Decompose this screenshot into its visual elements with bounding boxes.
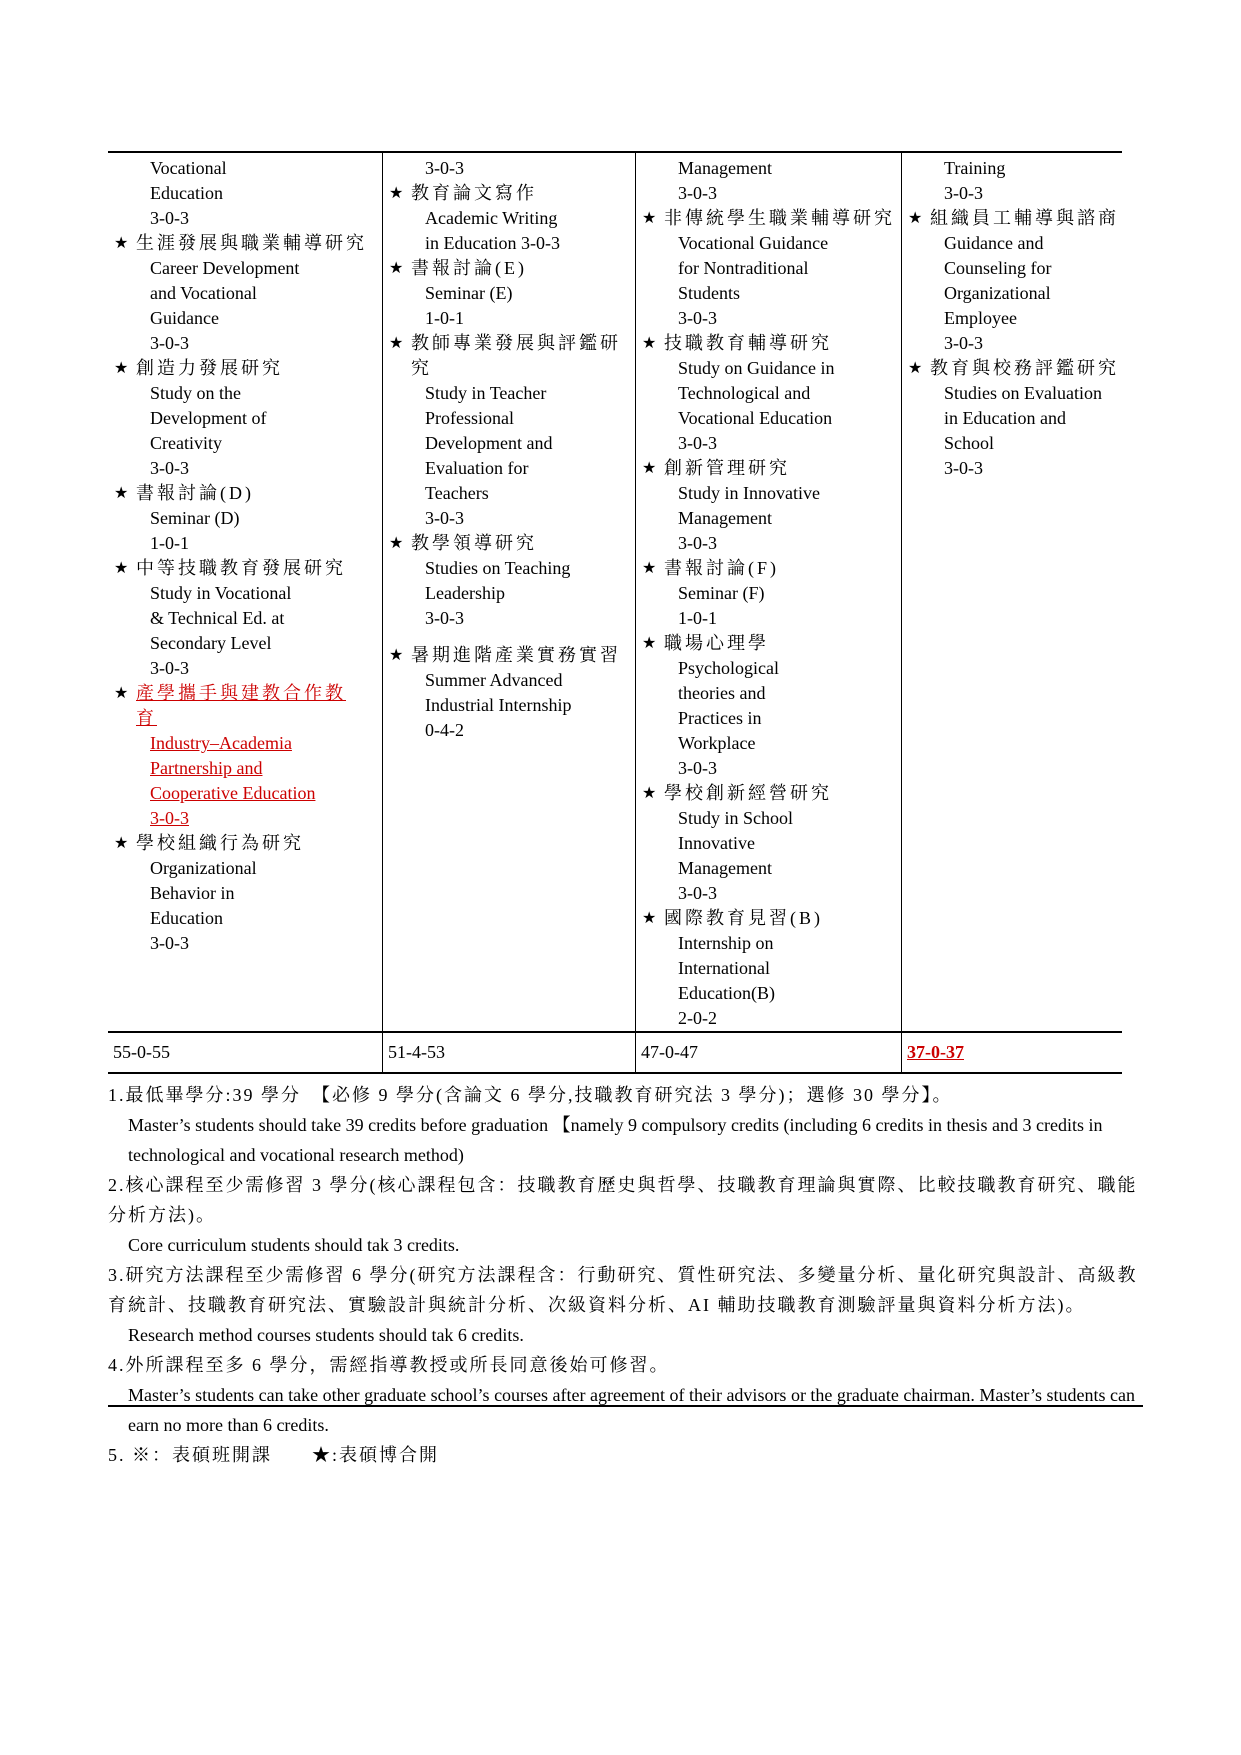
course-line: Leadership [425, 583, 505, 603]
course-title-zh: 教師專業發展與評鑑研究 [411, 333, 621, 378]
footnote-text-zh: 2.核心課程至少需修習 3 學分(核心課程包含：技職教育歷史與哲學、技職教育理論與實際、比較技職教育研究、職能分析方法)。 [108, 1175, 1138, 1225]
course-line: Study on Guidance in [678, 358, 835, 378]
course-line: 3-0-3 [678, 183, 717, 203]
footnote-text-zh: 1.最低畢學分:39 學分 【必修 9 學分(含論文 6 學分,技職教育研究法 3 學分)；選修 30 學分】。 [108, 1085, 953, 1105]
course-title-zh: 中等技職教育發展研究 [136, 558, 346, 578]
course-title-zh: 教育與校務評鑑研究 [930, 358, 1119, 378]
course-line: Cooperative Education [150, 783, 316, 803]
course-line: 1-0-1 [678, 608, 717, 628]
course-line: 3-0-3 [678, 433, 717, 453]
course-line: 3-0-3 [678, 883, 717, 903]
course-line: Vocational Education [678, 408, 833, 428]
course-line: Organizational [150, 858, 257, 878]
star-icon: ★ [642, 460, 657, 477]
course-line: and Vocational [150, 283, 257, 303]
course-line: Partnership and [150, 758, 263, 778]
course-entry [638, 631, 899, 781]
star-icon: ★ [389, 185, 404, 202]
course-line: Study in Teacher [425, 383, 547, 403]
course-line: Development of [150, 408, 267, 428]
course-line: & Technical Ed. at [150, 608, 285, 628]
star-icon: ★ [389, 647, 404, 664]
course-entry [904, 356, 1120, 481]
course-table [108, 151, 1122, 1074]
course-entry [385, 331, 633, 531]
footnote-4 [108, 1350, 1143, 1440]
course-entry [638, 331, 899, 456]
star-icon: ★ [642, 560, 657, 577]
course-line: Academic Writing [425, 208, 558, 228]
star-icon: ★ [908, 210, 923, 227]
course-entry [385, 531, 633, 631]
course-cell-column-1 [108, 153, 383, 1033]
course-title-zh: 國際教育見習(B) [664, 908, 823, 928]
star-icon: ★ [389, 335, 404, 352]
star-icon: ★ [114, 235, 129, 252]
star-icon: ★ [642, 785, 657, 802]
course-line: Evaluation for [425, 458, 529, 478]
course-line: 3-0-3 [678, 758, 717, 778]
course-entry [110, 156, 380, 231]
course-line: 3-0-3 [150, 208, 189, 228]
course-entry [638, 556, 899, 631]
star-icon: ★ [114, 560, 129, 577]
course-title-zh: 教育論文寫作 [411, 183, 537, 203]
star-icon: ★ [114, 485, 129, 502]
star-icon: ★ [642, 335, 657, 352]
course-title-zh: 教學領導研究 [411, 533, 537, 553]
footnote-3 [108, 1260, 1143, 1350]
course-line: 1-0-1 [150, 533, 189, 553]
course-line: Counseling for [944, 258, 1052, 278]
course-line: 3-0-3 [425, 158, 464, 178]
course-line: Education [150, 183, 223, 203]
course-entry [110, 556, 380, 681]
course-line: Behavior in [150, 883, 235, 903]
course-entry [904, 206, 1120, 356]
course-line: 3-0-3 [150, 933, 189, 953]
course-cell-column-4 [902, 153, 1122, 1033]
course-line: Study in School [678, 808, 794, 828]
course-line: 3-0-3 [150, 808, 189, 828]
course-line: Education [150, 908, 223, 928]
course-entry [638, 206, 899, 331]
course-entry [385, 643, 633, 743]
course-line: 3-0-3 [944, 333, 983, 353]
course-entry [385, 181, 633, 256]
course-entry [638, 906, 899, 1031]
course-line: 3-0-3 [678, 533, 717, 553]
course-line: Technological and [678, 383, 811, 403]
course-line: Creativity [150, 433, 222, 453]
course-line: Development and [425, 433, 553, 453]
column-total-cell [108, 1033, 383, 1074]
course-line: Study on the [150, 383, 242, 403]
course-line: International [678, 958, 770, 978]
course-line: Organizational [944, 283, 1051, 303]
course-line: 3-0-3 [150, 333, 189, 353]
course-line: Management [678, 858, 772, 878]
star-icon: ★ [642, 635, 657, 652]
course-title-zh: 技職教育輔導研究 [664, 333, 832, 353]
column-total-cell [383, 1033, 636, 1074]
course-title-zh: 暑期進階產業實務實習 [411, 645, 621, 665]
course-line: Study in Innovative [678, 483, 820, 503]
course-line: Education(B) [678, 983, 775, 1003]
footnote-text-zh: 5. ※：表碩班開課 ★:表碩博合開 [108, 1445, 439, 1465]
course-title-zh: 生涯發展與職業輔導研究 [136, 233, 367, 253]
course-entry [385, 156, 633, 181]
star-icon: ★ [389, 535, 404, 552]
course-line: 3-0-3 [150, 658, 189, 678]
course-title-zh: 學校組織行為研究 [136, 833, 304, 853]
course-line: 1-0-1 [425, 308, 464, 328]
column-total-value: 37-0-37 [907, 1042, 964, 1062]
footnote-5 [108, 1440, 1143, 1470]
course-title-zh: 學校創新經營研究 [664, 783, 832, 803]
course-line: Seminar (F) [678, 583, 765, 603]
course-line: Practices in [678, 708, 762, 728]
course-line: Workplace [678, 733, 756, 753]
course-line: Management [678, 158, 772, 178]
course-title-zh: 職場心理學 [664, 633, 769, 653]
course-line: Summer Advanced [425, 670, 563, 690]
course-line: Studies on Teaching [425, 558, 571, 578]
course-line: Studies on Evaluation [944, 383, 1102, 403]
column-total-value: 47-0-47 [641, 1042, 698, 1062]
footnotes-section [108, 1080, 1143, 1470]
course-title-zh: 非傳統學生職業輔導研究 [664, 208, 895, 228]
footnote-text-en: Master’s students can take other graduate school’s courses after agreement of their advisors or the graduate chairman. Master’s students can earn no more than 6 credits. [128, 1385, 1135, 1435]
course-entry [638, 456, 899, 556]
course-line: Students [678, 283, 741, 303]
footnote-2 [108, 1170, 1143, 1260]
course-entry [110, 356, 380, 481]
course-line: Seminar (E) [425, 283, 513, 303]
course-entry [110, 481, 380, 556]
course-line: 3-0-3 [425, 608, 464, 628]
course-line: Industrial Internship [425, 695, 572, 715]
course-line: for Nontraditional [678, 258, 809, 278]
course-line: in Education 3-0-3 [425, 233, 560, 253]
footnote-text-en: Master’s students should take 39 credits before graduation 【namely 9 compulsory credits (including 6 credits in thesis and 3 credits in technological and vocational research method) [128, 1115, 1103, 1165]
star-icon: ★ [908, 360, 923, 377]
course-title-zh: 書報討論(F) [664, 558, 779, 578]
star-icon: ★ [642, 210, 657, 227]
footnote-text-zh: 4.外所課程至多 6 學分，需經指導教授或所長同意後始可修習。 [108, 1355, 670, 1375]
course-title-zh: 書報討論(E) [411, 258, 527, 278]
course-line: 0-4-2 [425, 720, 464, 740]
course-line: Management [678, 508, 772, 528]
course-entry [638, 156, 899, 206]
column-total-cell [636, 1033, 902, 1074]
course-line: Guidance and [944, 233, 1044, 253]
footnote-text-en: Core curriculum students should tak 3 credits. [128, 1235, 460, 1255]
course-title-zh: 創新管理研究 [664, 458, 790, 478]
course-title-zh: 產學攜手與建教合作教 育 [136, 683, 346, 728]
footnote-text-zh: 3.研究方法課程至少需修習 6 學分(研究方法課程含：行動研究、質性研究法、多變量分析、量化研究與設計、高級教育統計、技職教育研究法、實驗設計與統計分析、次級資料分析、AI 輔助技職教育測驗評量與資料分析方法)。 [108, 1265, 1138, 1315]
course-entry [110, 681, 380, 831]
column-total-cell [902, 1033, 1122, 1074]
course-line: Training [944, 158, 1006, 178]
course-line: Employee [944, 308, 1017, 328]
course-line: Innovative [678, 833, 755, 853]
course-line: Internship on [678, 933, 774, 953]
course-line: Career Development [150, 258, 300, 278]
column-total-value: 55-0-55 [113, 1042, 170, 1062]
course-title-zh: 創造力發展研究 [136, 358, 283, 378]
course-line: 3-0-3 [944, 458, 983, 478]
course-entry [110, 831, 380, 956]
course-line: theories and [678, 683, 766, 703]
course-line: 3-0-3 [425, 508, 464, 528]
star-icon: ★ [114, 835, 129, 852]
course-line: 3-0-3 [678, 308, 717, 328]
course-line: 3-0-3 [944, 183, 983, 203]
column-total-value: 51-4-53 [388, 1042, 445, 1062]
course-line: Guidance [150, 308, 219, 328]
star-icon: ★ [389, 260, 404, 277]
course-title-zh: 書報討論(D) [136, 483, 254, 503]
course-line: Vocational Guidance [678, 233, 829, 253]
star-icon: ★ [642, 910, 657, 927]
course-cell-column-2 [383, 153, 636, 1033]
course-line: 3-0-3 [150, 458, 189, 478]
course-entry [638, 781, 899, 906]
course-line: Study in Vocational [150, 583, 292, 603]
course-cell-column-3 [636, 153, 902, 1033]
course-entry [110, 231, 380, 356]
star-icon: ★ [114, 685, 129, 702]
footnote-1 [108, 1080, 1143, 1170]
course-line: Seminar (D) [150, 508, 240, 528]
footnote-text-en: Research method courses students should tak 6 credits. [128, 1325, 524, 1345]
course-line: Psychological [678, 658, 779, 678]
star-icon: ★ [114, 360, 129, 377]
course-line: Teachers [425, 483, 489, 503]
course-line: Industry–Academia [150, 733, 292, 753]
course-entry [904, 156, 1120, 206]
course-line: School [944, 433, 995, 453]
course-line: Vocational [150, 158, 227, 178]
course-entry [385, 256, 633, 331]
course-line: 2-0-2 [678, 1008, 717, 1028]
course-title-zh: 組織員工輔導與諮商 [930, 208, 1119, 228]
course-line: in Education and [944, 408, 1066, 428]
course-line: Secondary Level [150, 633, 272, 653]
course-line: Professional [425, 408, 514, 428]
bottom-rule [108, 1405, 1143, 1407]
